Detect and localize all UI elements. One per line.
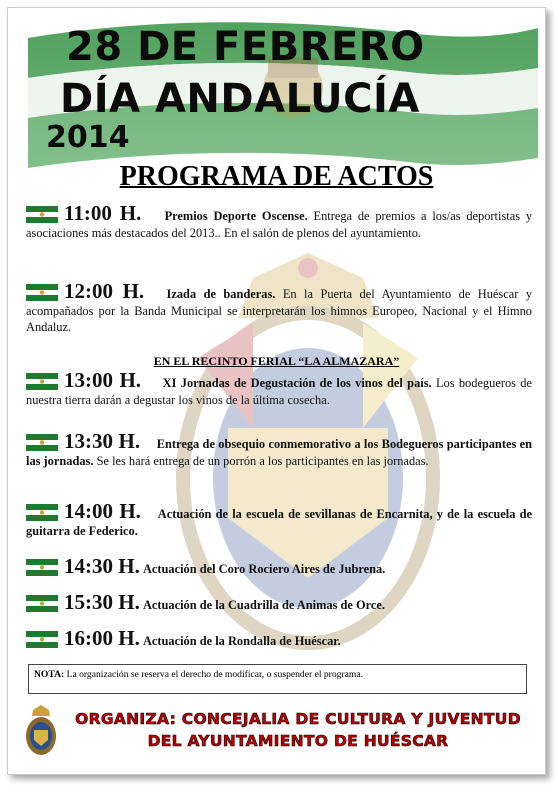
event-item: [26, 499, 533, 539]
poster: [7, 7, 546, 775]
note-box: [28, 664, 527, 694]
event-title: Actuación de la escuela de sevillanas de Encarnita, y de la escuela de guitarra de Federico.: [26, 507, 533, 538]
andalusian-flag-icon: [26, 434, 58, 451]
andalusian-flag-icon: [26, 284, 58, 301]
andalusian-flag-icon: [26, 595, 58, 612]
event-time: 14:00 H.: [64, 499, 141, 523]
program-title: PROGRAMA DE ACTOS: [119, 161, 434, 192]
andalusian-flag-icon: [26, 206, 58, 223]
year-heading: 2014: [46, 120, 130, 155]
andalusian-flag-icon: [26, 504, 58, 521]
occasion-heading: DÍA ANDALUCÍA: [60, 76, 420, 122]
event-description: Se les hará entrega de un porrón a los participantes en las jornadas.: [93, 453, 429, 468]
date-heading: 28 DE FEBRERO: [66, 24, 425, 70]
event-title: Entrega de obsequio conmemorativo a los Bodegueros participantes en las jornadas.: [26, 437, 532, 468]
event-item: [26, 201, 533, 241]
section-heading: EN EL RECINTO FERIAL “LA ALMAZARA”: [153, 354, 400, 368]
event-time: 13:00 H.: [64, 368, 142, 392]
note-text: La organización se reserva el derecho de modificar, o suspender el programa.: [64, 669, 364, 680]
event-title: Actuación de la Rondalla de Huéscar.: [142, 634, 341, 648]
event-title: Actuación del Coro Rociero Aires de Jubrena.: [142, 562, 386, 576]
event-description: Entrega de premios a los/as deportistas y asociaciones más destacados del 2013.. En el salón de plenos del ayuntamiento.: [26, 209, 533, 240]
event-item: [26, 429, 532, 469]
event-time: 16:00 H.: [64, 626, 140, 650]
note-label: NOTA:: [34, 669, 65, 680]
organizer-line-2: DEL AYUNTAMIENTO DE HUÉSCAR: [147, 732, 449, 750]
event-title: Izada de banderas.: [166, 287, 276, 301]
town-crest-icon: [24, 704, 58, 756]
event-time: 14:30 H.: [64, 554, 140, 578]
event-description: En la Puerta del Ayuntamiento de Huéscar y acompañados por la Banda Municipal se interpretarán los himnos Europeo, Nacional y el Himno Andaluz.: [26, 287, 533, 334]
event-description: Los bodegueros de nuestra tierra darán a degustar los vinos de la última cosecha.: [26, 376, 532, 407]
andalusian-flag-icon: [26, 373, 58, 390]
event-time: 15:30 H.: [64, 590, 140, 614]
event-item: [26, 554, 532, 578]
event-item: [26, 368, 532, 408]
event-title: Actuación de la Cuadrilla de Animas de Orce.: [142, 598, 386, 612]
event-time: 12:00 H.: [64, 279, 145, 303]
event-title: Premios Deporte Oscense.: [164, 209, 308, 223]
organizer-line-1: ORGANIZA: CONCEJALIA DE CULTURA Y JUVENTUD: [75, 710, 521, 728]
event-item: [26, 279, 533, 336]
event-item: [26, 626, 532, 650]
event-time: 11:00 H.: [64, 201, 142, 225]
andalusian-flag-icon: [26, 559, 58, 576]
andalusian-flag-icon: [26, 631, 58, 648]
program-title-block: [8, 161, 545, 193]
event-title: XI Jornadas de Degustación de los vinos del país.: [162, 376, 432, 390]
event-time: 13:30 H.: [64, 429, 141, 453]
event-item: [26, 590, 532, 614]
